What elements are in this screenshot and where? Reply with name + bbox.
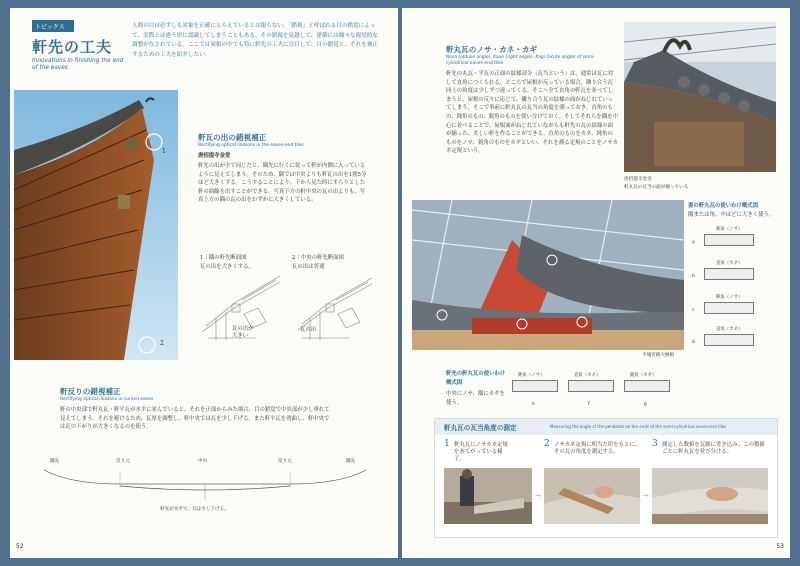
- section-2-title-en: Rectifying optical illusions in curved eaves: [60, 397, 154, 402]
- bottom-tile-f-shape: [568, 380, 614, 392]
- step-2-photo: [544, 468, 640, 524]
- bottom-tile-f-letter: f: [588, 402, 590, 407]
- photo-caption-2: 軒丸瓦の瓦当の面が揃っている: [624, 185, 689, 190]
- tile-row-a-label: 鈍角（ノサ）: [716, 227, 743, 232]
- right-page: [402, 8, 790, 558]
- page-number-right: 53: [776, 543, 784, 550]
- bottom-legend-title: 軒先の軒丸瓦の使いわけ概式図: [446, 371, 506, 386]
- bottom-tile-e-shape: [512, 380, 558, 392]
- measurement-title-en: Measuring the angle of the pendants on the ends of the semi-cylindrical eaves-end tiles: [550, 424, 727, 429]
- step-3-number: 3: [652, 439, 658, 449]
- fig1-label: 瓦の出が大きい: [232, 326, 254, 339]
- fig1-subtitle: 瓦の出を大きくする。: [200, 264, 254, 270]
- tile-row-a-letter: a: [692, 240, 695, 245]
- section-2-title: 軒反りの錯視補正: [60, 387, 121, 396]
- tile-row-b-shape: [704, 268, 754, 280]
- topic-tag-label: トピックス: [35, 24, 65, 31]
- measurement-title: 軒丸瓦の瓦当角度の測定: [444, 424, 517, 432]
- diagram-caption: 軒先が水平で、瓦は少し下げる。: [160, 507, 229, 512]
- bottom-tile-g-letter: g: [644, 402, 647, 407]
- arrow-1-icon: →: [535, 492, 541, 500]
- page-number-left: 52: [16, 543, 24, 550]
- section-1-title: 軒瓦の出の錯視補正: [198, 133, 267, 142]
- tile-row-c-label: 鈍角（ノサ）: [716, 295, 743, 300]
- arrow-2-icon: →: [643, 492, 649, 500]
- section-3-body: 軒先の丸瓦・平瓦の正面の紋様部分（瓦当という）は、通常は瓦に対して直角につくられる。ところで屋根が反っている場合、隣り合う瓦同士の角度は少しずつ違ってくる。そこへ全て直角の軒瓦を並べてしまうと、屋根の反りに応じて、隣り合う瓦の紋様の面がねじれていってしまう。そこで事前に軒丸瓦の瓦当の角度を測っておき、直角のもの、鈍角のもの、鋭角のものを使い分けておく。そしてそれらを隅を中心に並べることで、屋根面がねじれていながらも軒先の瓦の紋様の面が揃った、美しい軒を作ることができる。直角のものをカネ、鈍角のものをノサ、鋭角のものをカギといい、それを測る定規のことをノサカネ定規という。: [446, 71, 619, 155]
- step-3-text: 測定した数値を瓦細に書き込み、この数値ごとに軒丸瓦を並び分ける。: [662, 442, 765, 455]
- bottom-tile-g-label: 鋭角（カギ）: [630, 373, 657, 378]
- page-title-en: Innovations in finishing the end of the eaves: [32, 58, 124, 71]
- legend-title: 妻の軒丸瓦の使いわけ概式図: [688, 203, 759, 209]
- step-1-photo: [444, 468, 532, 524]
- temple-roof-photo: [624, 22, 776, 172]
- section-1-subtitle: 唐招提寺金堂: [198, 153, 231, 159]
- fig2-subtitle: 瓦の出は普通: [292, 264, 325, 270]
- page-title: 軒先の工夫: [32, 38, 113, 56]
- left-page: [10, 8, 398, 558]
- diagram-label-3: 中央: [198, 459, 208, 464]
- roof-caption: 平城宮跡大極殿: [642, 353, 675, 358]
- legend-subtitle: 隅または角、中はどに大きく使う。: [688, 212, 775, 218]
- tile-row-b-letter: b: [692, 274, 695, 279]
- magazine-spread: [10, 8, 790, 558]
- tile-row-d-letter: d: [692, 340, 695, 345]
- diagram-label-5: 隅先: [346, 459, 356, 464]
- section-1-body: 軒先の出が全て同じだと、隅先に行くに従って軒が内側に入っているように見えてしまう。そのため、隅では中央よりも軒瓦の出を1割5分ほど大きくする。こうすることにより、下から見た時にすらりとした軒の曲線を出すことができる。写真下方の軒中央の瓦の出よりも、写真上方の隅の瓦の出をわずかに大きくしている。: [198, 163, 367, 204]
- bottom-tile-e-label: 鈍角（ノサ）: [518, 373, 545, 378]
- step-1-number: 1: [444, 439, 450, 449]
- tile-row-d-label: 直角（カネ）: [716, 327, 743, 332]
- section-3-title: 軒丸瓦のノサ・カネ・カギ: [446, 45, 538, 54]
- photo-marker-1: 1: [162, 148, 166, 155]
- tile-row-c-letter: c: [692, 308, 695, 313]
- step-1-text: 軒丸瓦にノサカネ定規をあてがっている様子。: [454, 442, 508, 462]
- bottom-tile-e-letter: e: [532, 402, 535, 407]
- bottom-tile-g-shape: [624, 380, 670, 392]
- tile-row-d-shape: [704, 334, 754, 346]
- intro-text: 人間の目は必ずしも対象を正確にとらえているとは限らない。「錯視」と呼ばれる目の錯覚によって、実際とは違う形に認識してしまうこともある。その錯視を見越して、建築には様々な視覚的な調整がなされている。ここでは屋根の中でも特に軒先の工夫に注目して、目の錯覚と、それを補正するための工夫を紹介したい。: [132, 23, 379, 58]
- eave-photo: [14, 90, 178, 360]
- fig2-title: 2｜中央の軒先断面図: [292, 255, 344, 261]
- diagram-label-4: 反り元: [278, 459, 292, 464]
- fig1-title: 1｜隅の軒先断面図: [200, 255, 247, 261]
- section-2-body: 軒の中央部で軒丸瓦・軒平瓦が水平に並んでいると、それを正面からみた場合、目の錯覚で中央部が少し垂れて見えてしまう。それを避けるため、瓦厚を調整し、軒中央では瓦を少し下げる。また軒平瓦を湾曲し、軒中央では瓦の下がりが大きくなるのを使う。: [60, 407, 330, 431]
- step-2-text: ノサカネ定規に相当た印をもとに、その瓦の角度を測定する。: [554, 442, 641, 455]
- fig2-label: 瓦の出: [300, 327, 317, 333]
- section-3-title-en: Nosa (obtuse angle), Kane (right angle), Kagi (acute angle) of semi-cylindrical eaves-end tiles: [446, 55, 595, 66]
- bottom-tile-f-label: 直角（カネ）: [574, 373, 601, 378]
- bottom-legend-subtitle: 中央にノサ、隅にカギを使う。: [446, 391, 505, 406]
- curved-eave-diagram: [40, 464, 370, 504]
- tile-row-c-shape: [704, 302, 754, 314]
- daigokuden-roof-photo: [412, 200, 684, 350]
- photo-marker-2: 2: [160, 340, 164, 347]
- section-1-title-en: Rectifying optical illusions in the eaves-end tiles: [198, 143, 304, 148]
- photo-caption-1: 唐招提寺金堂: [624, 177, 652, 182]
- diagram-label-2: 反り元: [116, 459, 130, 464]
- tile-row-a-shape: [704, 234, 754, 246]
- diagram-label-1: 隅先: [50, 459, 60, 464]
- step-3-photo: [652, 468, 768, 524]
- tile-row-b-label: 直角（カネ）: [716, 261, 743, 266]
- step-2-number: 2: [544, 439, 550, 449]
